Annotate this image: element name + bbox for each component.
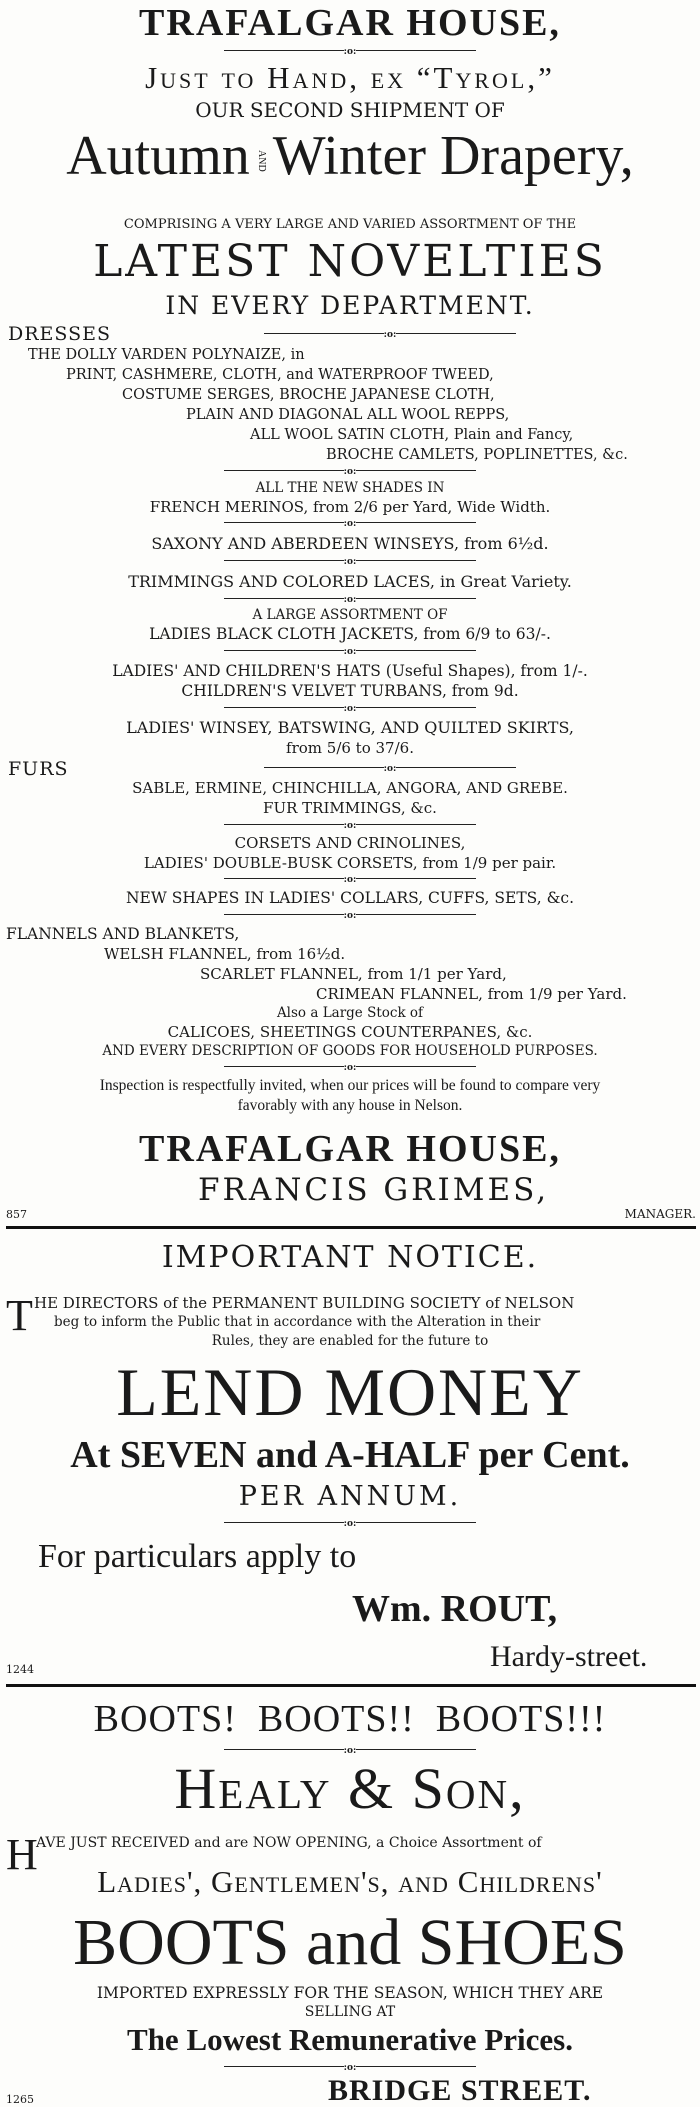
corsets-line-1: CORSETS AND CRINOLINES, (234, 834, 466, 852)
separator: :o: (0, 1064, 700, 1073)
flannels-line-2: SCARLET FLANNEL, from 1/1 per Yard, (200, 965, 507, 983)
furs-heading: FURS (8, 758, 69, 780)
separator: :o: (0, 558, 700, 567)
separator: :o: (0, 705, 700, 714)
dresses-line-5: ALL WOOL SATIN CLOTH, Plain and Fancy, (250, 427, 574, 443)
comprising-line: COMPRISING A VERY LARGE AND VARIED ASSORTMENT OF THE (123, 217, 577, 232)
second-shipment-line: OUR SECOND SHIPMENT OF (195, 98, 505, 122)
separator: :o: (0, 596, 700, 605)
separator: :o: (0, 912, 700, 921)
hats-line: LADIES' AND CHILDREN'S HATS (Useful Shapes), from 1/-. (112, 662, 588, 680)
inspection-line-1: Inspection is respectfully invited, when our prices will be found to compare very (99, 1077, 601, 1094)
separator: :o: (40, 331, 700, 340)
calicoes-line-1: Also a Large Stock of (276, 1005, 424, 1021)
headline-autumn: Autumn (66, 125, 250, 187)
autumn-winter-headline (0, 125, 700, 187)
merinos-line-1: ALL THE NEW SHADES IN (255, 480, 445, 496)
inspection-line-2: favorably with any house in Nelson. (237, 1097, 463, 1114)
ladies-gentlemens-childrens: Ladies', Gentlemen's, and Childrens' (97, 1864, 603, 1899)
hardy-street: Hardy-street. (490, 1640, 648, 1673)
collars-line: NEW SHAPES IN LADIES' COLLARS, CUFFS, SETS, &c. (125, 889, 574, 907)
separator: :o: (0, 48, 700, 57)
francis-grimes: FRANCIS GRIMES, (198, 1172, 550, 1208)
imported-line-1: IMPORTED EXPRESSLY FOR THE SEASON, WHICH THEY ARE (96, 1984, 604, 2002)
separator: :o: (0, 520, 700, 529)
latest-novelties: LATEST NOVELTIES (93, 236, 607, 287)
flannels-line-1: WELSH FLANNEL, from 16½d. (104, 945, 346, 963)
trafalgar-footer-title: TRAFALGAR HOUSE, (139, 1128, 561, 1170)
headline-winter: Winter Drapery, (272, 125, 634, 187)
notice-title: IMPORTANT NOTICE. (161, 1240, 539, 1275)
headline-and: AND (255, 150, 267, 172)
particulars-line: For particulars apply to (38, 1538, 357, 1575)
notice-body-line-1: HE DIRECTORS of the PERMANENT BUILDING SOCIETY of NELSON (34, 1294, 575, 1312)
flannels-line-3: CRIMEAN FLANNEL, from 1/9 per Yard. (316, 985, 627, 1003)
separator: :o: (0, 2064, 700, 2073)
notice-dropcap: T (6, 1291, 33, 1340)
jackets-line-2: LADIES BLACK CLOTH JACKETS, from 6/9 to 63/-. (149, 625, 551, 643)
interest-rate-line: At SEVEN and A-HALF per Cent. (70, 1434, 630, 1476)
skirts-line-2: from 5/6 to 37/6. (286, 739, 414, 757)
notice-body-line-3: Rules, they are enabled for the future to (211, 1333, 489, 1349)
separator: :o: (0, 1747, 700, 1756)
separator: :o: (0, 822, 700, 831)
lend-money: LEND MONEY (116, 1354, 584, 1430)
notice-body-line-2: beg to inform the Public that in accordance with the Alteration in their (54, 1314, 541, 1330)
wm-rout: Wm. ROUT, (352, 1588, 558, 1630)
boots-title: BOOTS! BOOTS!! BOOTS!!! (93, 1698, 607, 1740)
separator: :o: (0, 468, 700, 477)
dresses-line-6: BROCHE CAMLETS, POPLINETTES, &c. (326, 447, 628, 463)
every-department: IN EVERY DEPARTMENT. (165, 291, 535, 320)
dresses-line-3: COSTUME SERGES, BROCHE JAPANESE CLOTH, (122, 387, 495, 403)
separator: :o: (40, 765, 700, 774)
boots-dropcap: H (6, 1830, 38, 1879)
skirts-line-1: LADIES' WINSEY, BATSWING, AND QUILTED SKIRTS, (126, 718, 574, 737)
healy-and-son: Healy & Son, (174, 1756, 526, 1821)
jackets-line-1: A LARGE ASSORTMENT OF (252, 607, 448, 623)
separator: :o: (0, 648, 700, 657)
furs-line-2: FUR TRIMMINGS, &c. (263, 799, 437, 817)
flannels-heading: FLANNELS AND BLANKETS, (6, 925, 240, 943)
corsets-line-2: LADIES' DOUBLE-BUSK CORSETS, from 1/9 per pair. (143, 854, 557, 872)
per-annum: PER ANNUM. (238, 1481, 462, 1512)
imported-line-2: SELLING AT (304, 2004, 396, 2020)
boots-and-shoes: BOOTS and SHOES (73, 1906, 627, 1979)
dresses-heading: DRESSES (8, 323, 111, 345)
turbans-line: CHILDREN'S VELVET TURBANS, from 9d. (181, 682, 519, 700)
separator: :o: (0, 1520, 700, 1529)
notice-reference-number: 1244 (6, 1663, 34, 1676)
column-rule (6, 1684, 696, 1687)
ad-reference-number: 857 (6, 1208, 27, 1221)
calicoes-line-3: AND EVERY DESCRIPTION OF GOODS FOR HOUSEHOLD PURPOSES. (102, 1043, 598, 1059)
furs-line-1: SABLE, ERMINE, CHINCHILLA, ANGORA, AND GREBE. (132, 779, 568, 797)
manager-label: MANAGER. (624, 1207, 696, 1221)
dresses-line-1: THE DOLLY VARDEN POLYNAIZE, in (28, 347, 305, 363)
dresses-line-4: PLAIN AND DIAGONAL ALL WOOL REPPS, (186, 407, 510, 423)
winseys-line: SAXONY AND ABERDEEN WINSEYS, from 6½d. (151, 534, 549, 553)
trafalgar-title: TRAFALGAR HOUSE, (139, 2, 561, 44)
just-to-hand-line: Just to Hand, ex “Tyrol,” (145, 60, 555, 95)
trimmings-line: TRIMMINGS AND COLORED LACES, in Great Variety. (128, 572, 572, 591)
merinos-line-2: FRENCH MERINOS, from 2/6 per Yard, Wide Width. (149, 498, 551, 516)
bridge-street: BRIDGE STREET. (328, 2074, 592, 2107)
dresses-line-2: PRINT, CASHMERE, CLOTH, and WATERPROOF TWEED, (66, 367, 494, 383)
lowest-prices: The Lowest Remunerative Prices. (127, 2022, 573, 2057)
just-received-line: AVE JUST RECEIVED and are NOW OPENING, a Choice Assortment of (36, 1835, 542, 1851)
column-rule (6, 1226, 696, 1229)
calicoes-line-2: CALICOES, SHEETINGS COUNTERPANES, &c. (167, 1023, 533, 1041)
boots-reference-number: 1265 (6, 2093, 34, 2106)
separator: :o: (0, 876, 700, 885)
